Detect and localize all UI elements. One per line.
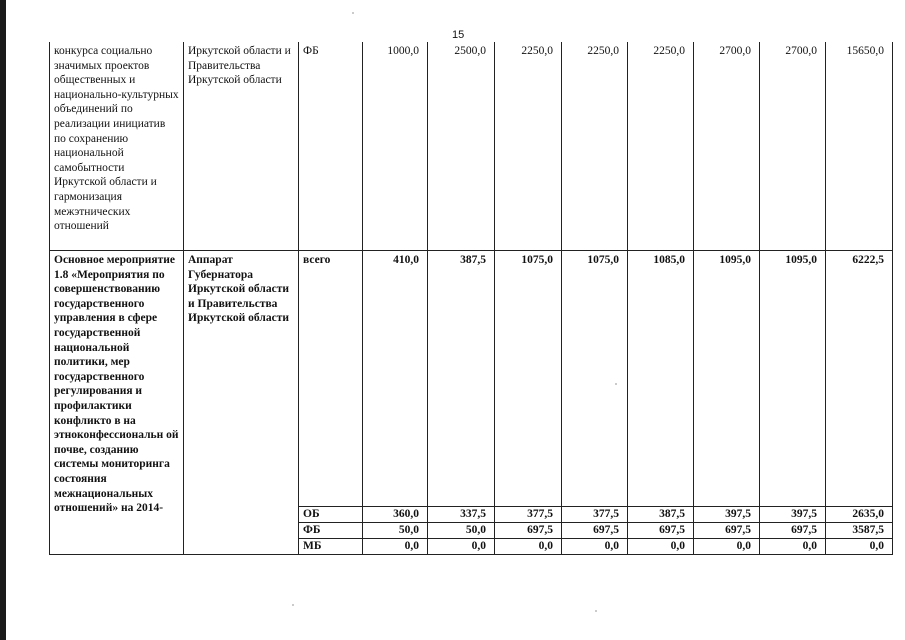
value-cell: 6222,5 — [826, 251, 893, 507]
value-cell: 2500,0 — [428, 42, 495, 251]
value-cell: 377,5 — [562, 507, 628, 523]
value-cell: 337,5 — [428, 507, 495, 523]
value-cell: 2250,0 — [562, 42, 628, 251]
value-cell: 1075,0 — [495, 251, 562, 507]
value-cell: 2250,0 — [495, 42, 562, 251]
value-cell: 697,5 — [760, 523, 826, 539]
value-cell: 1095,0 — [694, 251, 760, 507]
value-cell: 697,5 — [562, 523, 628, 539]
source-cell: ОБ — [299, 507, 363, 523]
value-cell: 1095,0 — [760, 251, 826, 507]
value-cell: 360,0 — [363, 507, 428, 523]
value-cell: 0,0 — [428, 539, 495, 555]
value-cell: 50,0 — [428, 523, 495, 539]
value-cell: 1085,0 — [628, 251, 694, 507]
value-cell: 697,5 — [495, 523, 562, 539]
scan-edge-bar — [0, 0, 6, 640]
scan-speck — [352, 12, 354, 14]
executor-cell: Аппарат Губернатора Иркутской области и Правительства Иркутской области — [184, 251, 299, 555]
value-cell: 0,0 — [760, 539, 826, 555]
value-cell: 2635,0 — [826, 507, 893, 523]
value-cell: 0,0 — [363, 539, 428, 555]
value-cell: 410,0 — [363, 251, 428, 507]
value-cell: 2700,0 — [694, 42, 760, 251]
value-cell: 15650,0 — [826, 42, 893, 251]
value-cell: 697,5 — [628, 523, 694, 539]
activity-cell: Основное мероприятие 1.8 «Мероприятия по совершенствованию государственного управления в сфере государственной национальной политики, мер государственного регулирования и профилактики конфликто в на этноконфессиональн ой почве, созданию системы мониторинга состояния межнациональных отношений» на 2014- — [50, 251, 184, 555]
source-cell: ФБ — [299, 42, 363, 251]
scan-speck — [292, 604, 294, 606]
value-cell: 387,5 — [628, 507, 694, 523]
scan-speck — [615, 383, 617, 385]
value-cell: 397,5 — [760, 507, 826, 523]
value-cell: 2700,0 — [760, 42, 826, 251]
activity-cell: конкурса социально значимых проектов общественных и национально-культурных объединений по реализации инициатив по сохранению национальной самобытности Иркутской области и гармонизация межэтнических отношений — [50, 42, 184, 251]
value-cell: 50,0 — [363, 523, 428, 539]
value-cell: 1000,0 — [363, 42, 428, 251]
value-cell: 1075,0 — [562, 251, 628, 507]
value-cell: 397,5 — [694, 507, 760, 523]
budget-table — [49, 42, 893, 555]
value-cell: 3587,5 — [826, 523, 893, 539]
value-cell: 0,0 — [562, 539, 628, 555]
value-cell: 2250,0 — [628, 42, 694, 251]
value-cell: 0,0 — [495, 539, 562, 555]
value-cell: 377,5 — [495, 507, 562, 523]
table-row — [50, 251, 893, 507]
table-row — [50, 42, 893, 251]
source-cell: МБ — [299, 539, 363, 555]
value-cell: 0,0 — [628, 539, 694, 555]
value-cell: 0,0 — [826, 539, 893, 555]
value-cell: 0,0 — [694, 539, 760, 555]
executor-cell: Иркутской области и Правительства Иркутской области — [184, 42, 299, 251]
value-cell: 697,5 — [694, 523, 760, 539]
source-cell: всего — [299, 251, 363, 507]
value-cell: 387,5 — [428, 251, 495, 507]
source-cell: ФБ — [299, 523, 363, 539]
page-number: 15 — [452, 29, 465, 41]
scan-speck — [595, 610, 597, 612]
